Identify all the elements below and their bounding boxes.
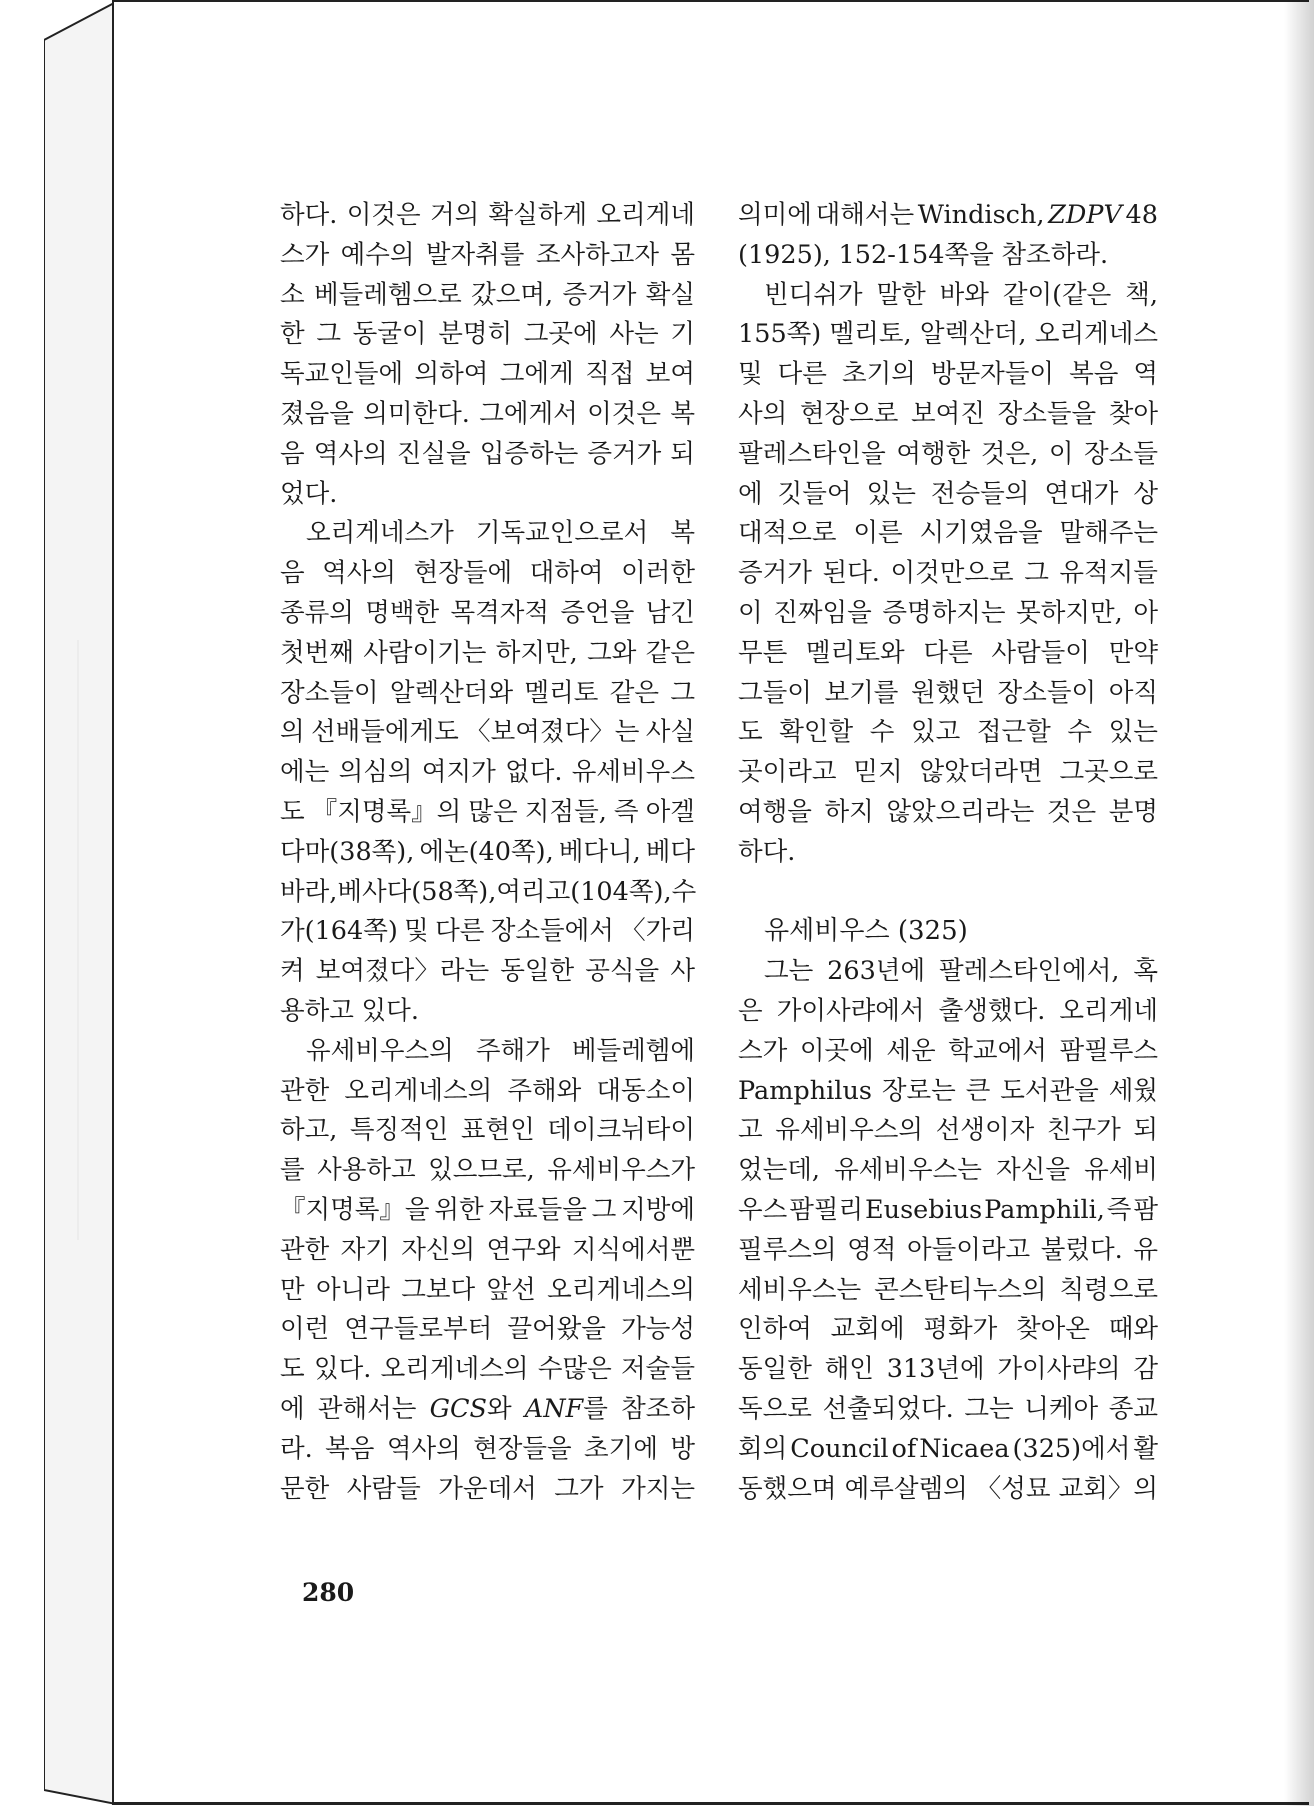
text-line: 증거가 된다. 이것만으로 그 유적지들: [738, 558, 1158, 589]
text-line: Pamphilus 장로는 큰 도서관을 세웠: [738, 1075, 1158, 1106]
text-line: 곳이라고 믿지 않았더라면 그곳으로: [738, 757, 1158, 788]
text-line: (1925), 152-154쪽을 참조하라.: [738, 239, 1109, 270]
text-line: 라. 복음 역사의 현장들을 초기에 방: [280, 1433, 695, 1464]
text-line: 그는 263년에 팔레스타인에서, 혹: [764, 956, 1158, 987]
text-line: 종류의 명백한 목격자적 증언을 남긴: [280, 597, 695, 628]
text-line: 회의 Council of Nicaea (325)에서 활: [738, 1433, 1158, 1464]
text-line: 켜 보여졌다〉라는 동일한 공식을 사: [280, 956, 695, 987]
text-line: 바라, 베사다(58쪽), 여리고(104쪽), 수: [280, 876, 697, 907]
text-line: 빈디쉬가 말한 바와 같이(같은 책,: [764, 279, 1158, 310]
text-line: 『지명록』을 위한 자료들을 그 지방에: [280, 1194, 695, 1225]
text-line: 독으로 선출되었다. 그는 니케아 종교: [738, 1393, 1158, 1424]
text-line: 가(164쪽) 및 다른 장소들에서 〈가리: [280, 916, 695, 947]
text-line: 대적으로 이른 시기였음을 말해주는: [738, 518, 1158, 549]
text-line: 은 가이사랴에서 출생했다. 오리게네: [738, 995, 1158, 1026]
text-line: 필루스의 영적 아들이라고 불렀다. 유: [738, 1234, 1158, 1265]
text-line: 하고, 특징적인 표현인 데이크뉘타이: [280, 1115, 695, 1146]
text-line: 다마(38쪽), 에논(40쪽), 베다니, 베다: [280, 836, 695, 867]
text-line: 사의 현장으로 보여진 장소들을 찾아: [738, 398, 1158, 429]
text-line: 고 유세비우스의 선생이자 친구가 되: [738, 1115, 1158, 1146]
text-line: 었다.: [280, 478, 338, 509]
right-column: [738, 196, 1158, 1509]
text-line: 졌음을 의미한다. 그에게서 이것은 복: [280, 398, 695, 429]
text-line: 문한 사람들 가운데서 그가 가지는: [280, 1473, 695, 1504]
text-line: 하다.: [738, 836, 796, 867]
text-line: 독교인들에 의하여 그에게 직접 보여: [280, 359, 695, 390]
text-line: 동했으며 예루살렘의 〈성묘 교회〉의: [738, 1473, 1158, 1504]
spine-shadow-line: [77, 640, 79, 1240]
text-line: 인하여 교회에 평화가 찾아온 때와: [738, 1314, 1158, 1345]
book-spine: [44, 0, 116, 1806]
text-line: 장소들이 알렉산더와 멜리토 같은 그: [280, 677, 695, 708]
text-line: 음 역사의 현장들에 대하여 이러한: [280, 558, 695, 589]
text-line: 의미에 대해서는 Windisch, ZDPV 48: [738, 200, 1158, 230]
text-line: 관한 자기 자신의 연구와 지식에서뿐: [280, 1234, 695, 1265]
page-number: 280: [302, 1578, 355, 1607]
text-line: 에 깃들어 있는 전승들의 연대가 상: [738, 478, 1158, 509]
left-column: [280, 196, 695, 1509]
text-line: 를 사용하고 있으므로, 유세비우스가: [280, 1155, 695, 1186]
text-line: 스가 예수의 발자취를 조사하고자 몸: [280, 239, 695, 270]
text-line: 동일한 해인 313년에 가이사랴의 감: [738, 1354, 1158, 1385]
text-line: 만 아니라 그보다 앞선 오리게네스의: [280, 1274, 695, 1305]
text-line: 도 『지명록』의 많은 지점들, 즉 아겔: [280, 796, 695, 827]
text-line: 유세비우스의 주해가 베들레헴에: [306, 1035, 695, 1066]
text-line: 용하고 있다.: [280, 995, 419, 1026]
text-line: 그들이 보기를 원했던 장소들이 아직: [738, 677, 1158, 708]
text-line: 에 관해서는 GCS와 ANF를 참조하: [280, 1393, 695, 1424]
text-line: 스가 이곳에 세운 학교에서 팜필루스: [738, 1035, 1158, 1066]
text-line: 무튼 멜리토와 다른 사람들이 만약: [738, 637, 1158, 668]
text-line: 도 확인할 수 있고 접근할 수 있는: [738, 717, 1158, 748]
text-line: 155쪽) 멜리토, 알렉산더, 오리게네스: [738, 319, 1158, 350]
text-line: 었는데, 유세비우스는 자신을 유세비: [738, 1155, 1158, 1186]
text-line: 및 다른 초기의 방문자들이 복음 역: [738, 359, 1158, 390]
text-line: 하다. 이것은 거의 확실하게 오리게네: [280, 200, 695, 230]
text-line: 관한 오리게네스의 주해와 대동소이: [280, 1075, 695, 1106]
right-column-top-text: [738, 196, 1158, 873]
text-line: 한 그 동굴이 분명히 그곳에 사는 기: [280, 319, 695, 350]
text-line: 세비우스는 콘스탄티누스의 칙령으로: [738, 1274, 1158, 1305]
text-line: 이 진짜임을 증명하지는 못하지만, 아: [738, 597, 1158, 628]
text-line: 오리게네스가 기독교인으로서 복: [306, 518, 695, 549]
text-line: 팔레스타인을 여행한 것은, 이 장소들: [738, 438, 1158, 469]
right-column-bottom-text: [738, 952, 1158, 1509]
text-line: 소 베들레헴으로 갔으며, 증거가 확실: [280, 279, 695, 310]
text-line: 의 선배들에게도 〈보여졌다〉는 사실: [280, 717, 695, 748]
text-line: 여행을 하지 않았으리라는 것은 분명: [738, 796, 1158, 827]
text-line: 이런 연구들로부터 끌어왔을 가능성: [280, 1314, 695, 1345]
book-side-edge: [44, 0, 116, 1806]
text-line: 음 역사의 진실을 입증하는 증거가 되: [280, 438, 695, 469]
text-line: 우스 팜필리 Eusebius Pamphili, 즉 팜: [738, 1194, 1158, 1225]
page-edge-shadow: [1284, 0, 1314, 1806]
text-line: 도 있다. 오리게네스의 수많은 저술들: [280, 1354, 695, 1385]
text-line: 첫번째 사람이기는 하지만, 그와 같은: [280, 637, 695, 668]
section-heading: 유세비우스 (325): [764, 916, 968, 947]
text-line: 에는 의심의 여지가 없다. 유세비우스: [280, 757, 695, 788]
